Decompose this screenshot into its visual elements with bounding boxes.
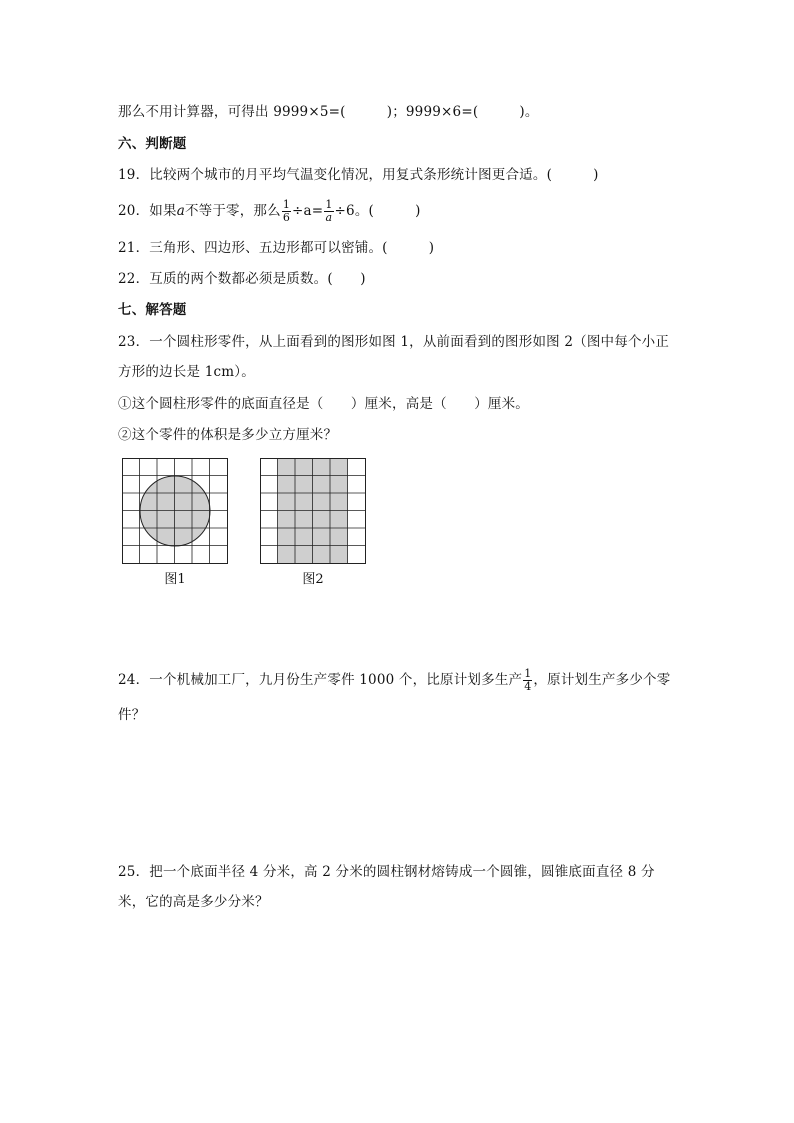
question-23-line-1: 23．一个圆柱形零件，从上面看到的图形如图 1，从前面看到的图形如图 2（图中每个小正: [118, 334, 670, 350]
q20-prefix: 20．如果: [118, 203, 177, 219]
q24-suffix: ，原计划生产多少个零: [533, 672, 671, 688]
q20-var: a: [176, 203, 185, 219]
circle-shape: [140, 476, 210, 546]
figure-1-top-view: [122, 458, 230, 570]
figure-2-caption: 图2: [302, 572, 324, 587]
q20-op: ÷a=: [292, 203, 324, 219]
section-7-heading: 七、解答题: [118, 302, 187, 318]
question-20: [118, 198, 421, 224]
q20-mid: 不等于零，那么: [184, 203, 281, 219]
q24-prefix: 24．一个机械加工厂，九月份生产零件 1000 个，比原计划多生产: [118, 672, 523, 688]
q18-tail: 那么不用计算器，可得出 9999×5=( )；9999×6=( )。: [118, 104, 539, 120]
figure-1-caption: 图1: [164, 572, 186, 587]
question-23-sub-2: ②这个零件的体积是多少立方厘米？: [118, 427, 338, 443]
question-22: 22．互质的两个数都必须是质数。( ): [118, 271, 366, 287]
question-24-line-1: [118, 667, 670, 693]
question-23-line-2: 方形的边长是 1cm）。: [118, 364, 255, 380]
q20-fraction-1: $\frac{1}{6}$: [282, 198, 291, 224]
question-21: 21．三角形、四边形、五边形都可以密铺。( ): [118, 240, 435, 256]
question-25-line-1: 25．把一个底面半径 4 分米，高 2 分米的圆柱钢材熔铸成一个圆锥，圆锥底面直径 8 分: [118, 864, 655, 880]
question-25-line-2: 米，它的高是多少分米？: [118, 894, 269, 910]
question-19: 19．比较两个城市的月平均气温变化情况，用复式条形统计图更合适。( ): [118, 167, 599, 183]
question-24-line-2: 件？: [118, 707, 146, 723]
question-23-sub-1: ①这个圆柱形零件的底面直径是（ ）厘米，高是（ ）厘米。: [118, 396, 529, 412]
q20-suffix: ÷6。( ): [334, 203, 421, 219]
q20-fraction-2: $\frac{1}{a}$: [325, 198, 333, 224]
figure-2-front-view: [260, 458, 368, 570]
section-6-heading: 六、判断题: [118, 136, 187, 152]
q24-fraction: $\frac{1}{4}$: [524, 667, 532, 693]
